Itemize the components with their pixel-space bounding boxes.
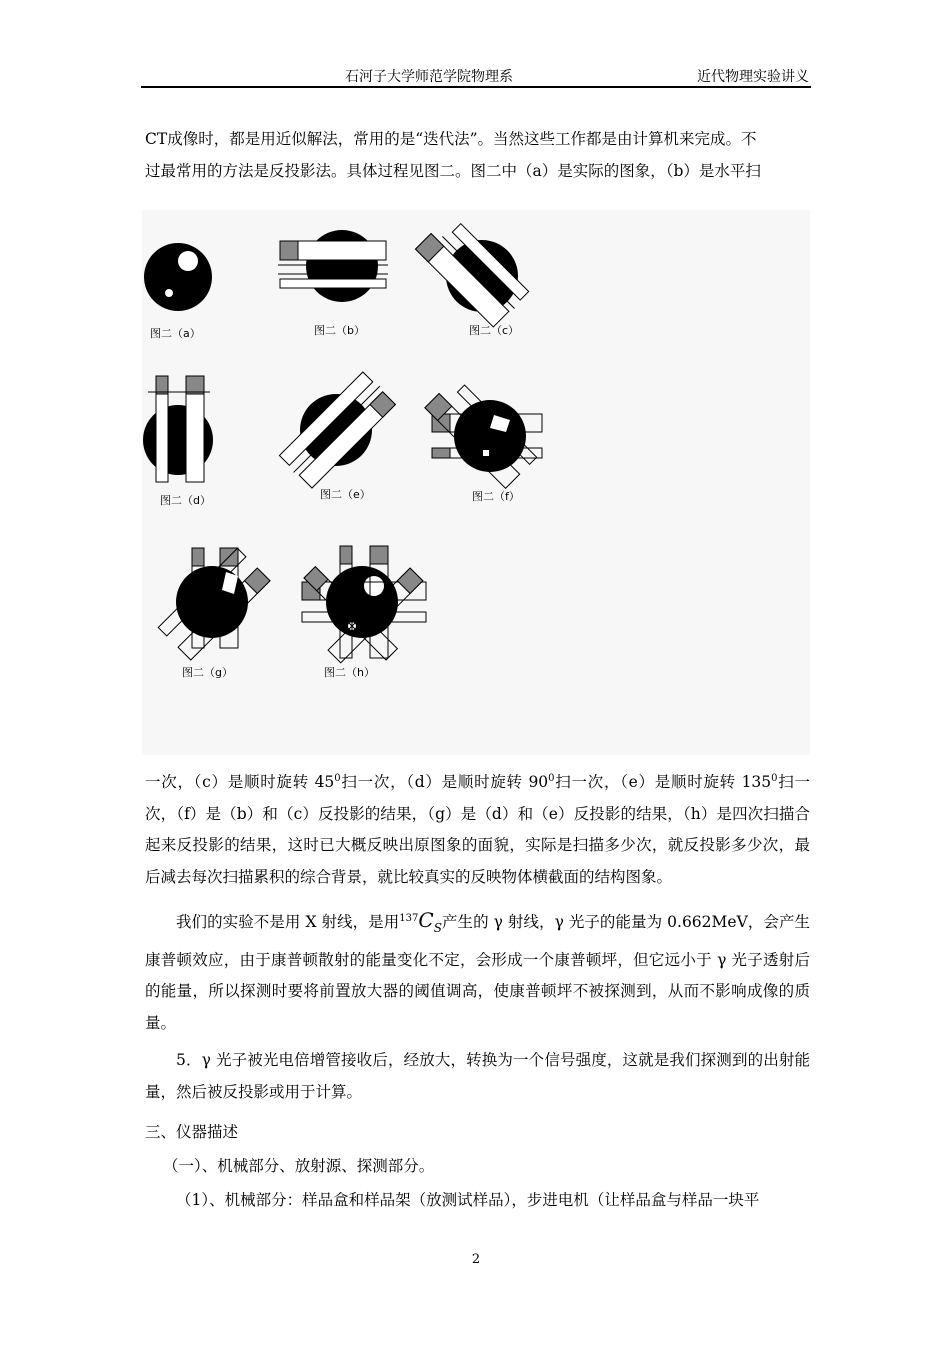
page-header — [141, 64, 811, 88]
item-5-paragraph: 5．γ 光子被光电倍增管接收后，经放大，转换为一个信号强度，这就是我们探测到的出射能量，然后被反投影或用于计算。 — [145, 1051, 810, 1101]
experiment-paragraph — [145, 903, 810, 1039]
intro-line-1: CT成像时，都是用近似解法，常用的是“迭代法”。当然这些工作都是由计算机来完成。不 — [145, 130, 757, 148]
experiment-text-2: 产生的 γ 射线，γ 光子的能量为 0.662MeV，会产生康普顿效应，由于康普顿散射的能量变化不定，会形成一个康普顿坪，但它远小于 γ 光子透射后的能量，所以探测时要将前置放大器的阈值调高，使康普顿坪不被探测到，从而不影响成像的质量。 — [145, 913, 810, 1032]
figure-description-paragraph — [145, 763, 810, 893]
figure-2c-image — [416, 214, 531, 329]
isotope-mass-number: 137 — [399, 913, 419, 924]
page-number: 2 — [471, 1252, 481, 1267]
intro-paragraph — [145, 124, 810, 187]
caption-2h: 图二（h） — [324, 666, 375, 679]
desc-text-4: 扫一次，（f）是（b）和（c）反投影的结果，（g）是（d）和（e）反投影的结果，（h）是四次扫描合起来反投影的结果，这时已大概反映出原图象的面貌，实际是扫描多少次，就反投影多少次，最后减去每次扫描累积的综合背景，就比较真实的反映物体横截面的结构图象。 — [145, 773, 810, 886]
isotope-symbol: $C_S$ — [418, 908, 442, 936]
caption-2f: 图二（f） — [472, 490, 520, 503]
intro-line-2: 过最常用的方法是反投影法。具体过程见图二。图二中（a）是实际的图象，（b）是水平扫 — [145, 161, 761, 180]
section-3-heading: 三、仪器描述 — [145, 1123, 239, 1141]
desc-text-2: 扫一次，（d）是顺时旋转 90 — [340, 773, 549, 792]
figure-2d-image — [143, 376, 213, 482]
caption-2d: 图二（d） — [160, 494, 211, 507]
figure-2-svg — [142, 210, 810, 755]
subsection-1-heading: （一）、机械部分、放射源、探测部分。 — [163, 1157, 435, 1175]
figure-2h-image — [302, 546, 426, 663]
degree-superscript: 0 — [334, 773, 341, 784]
figure-2g-image — [158, 548, 270, 660]
caption-2c: 图二（c） — [469, 324, 520, 337]
degree-superscript: 0 — [548, 773, 555, 784]
header-institution: 石河子大学师范学院物理系 — [345, 69, 513, 85]
caption-2b: 图二（b） — [314, 324, 365, 337]
figure-2b-image — [278, 230, 388, 302]
degree-superscript: 0 — [771, 773, 778, 784]
isotope-subscript: S — [433, 921, 442, 936]
caption-2g: 图二（g） — [182, 666, 233, 679]
figure-2-backprojection — [142, 210, 810, 755]
desc-text-3: 扫一次，（e）是顺时旋转 135 — [554, 773, 772, 792]
desc-text-1: 一次，（c）是顺时旋转 45 — [145, 773, 335, 792]
caption-2e: 图二（e） — [320, 488, 371, 501]
subsection-1-1-paragraph: （1）、机械部分：样品盒和样品架（放测试样品），步进电机（让样品盒与样品一块平 — [176, 1191, 760, 1209]
experiment-text-1: 我们的实验不是用 X 射线，是用 — [176, 913, 400, 932]
header-course-title: 近代物理实验讲义 — [697, 69, 809, 85]
figure-2f-image — [425, 377, 542, 489]
caption-2a: 图二（a） — [150, 327, 201, 340]
figure-2e-image — [278, 371, 397, 490]
figure-2a-image — [144, 243, 212, 311]
